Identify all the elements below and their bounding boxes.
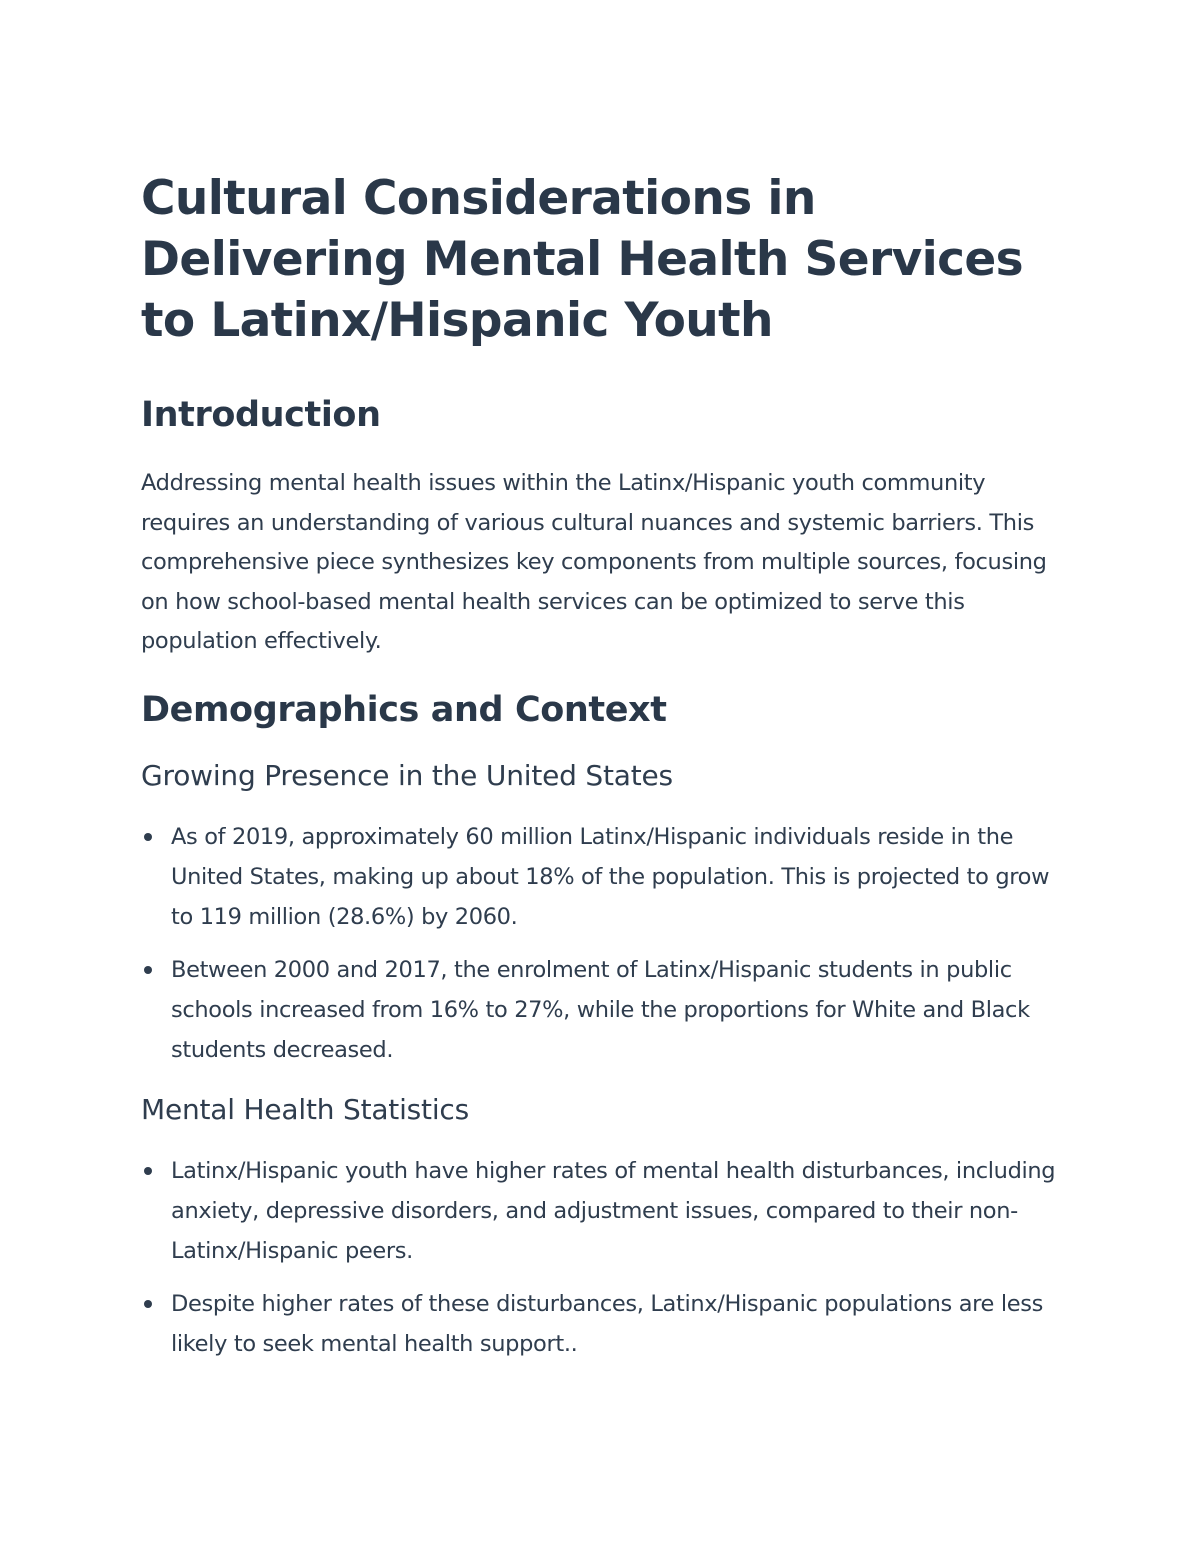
list-item-text: Latinx/Hispanic youth have higher rates of mental health disturbances, including anxiety, depressive disorders, and adjustment issues, compared to their non-Latinx/Hispanic peers. [171, 1157, 1056, 1264]
section-heading-introduction: Introduction [141, 395, 381, 435]
list-item-text: Despite higher rates of these disturbances, Latinx/Hispanic populations are less likely to seek mental health support.. [171, 1290, 1043, 1357]
bullet-icon [144, 966, 152, 974]
list-item [141, 950, 1076, 1070]
section-heading-demographics: Demographics and Context [141, 689, 667, 730]
bullet-icon [144, 833, 152, 841]
list-item-text: As of 2019, approximately 60 million Latinx/Hispanic individuals reside in the United States, making up about 18% of the population. This is projected to grow to 119 million (28.6%) by 2060. [171, 823, 1050, 930]
list-item [141, 1284, 1076, 1364]
bullet-list-mental-health-statistics [141, 1151, 1076, 1364]
subsection-heading-mental-health-statistics: Mental Health Statistics [141, 1092, 469, 1126]
bullet-icon [144, 1300, 152, 1308]
document-title: Cultural Considerations in Delivering Mental Health Services to Latinx/Hispanic Youth [141, 171, 1024, 348]
bullet-icon [144, 1167, 152, 1175]
document-page [141, 168, 1076, 1364]
bullet-list-growing-presence [141, 817, 1076, 1070]
list-item [141, 817, 1076, 937]
introduction-paragraph: Addressing mental health issues within the Latinx/Hispanic youth community requires an understanding of various cultural nuances and systemic barriers. This comprehensive piece synthesizes key components from multiple sources, focusing on how school-based mental health services can be optimized to serve this population effectively. [141, 470, 1047, 654]
list-item-text: Between 2000 and 2017, the enrolment of Latinx/Hispanic students in public schools increased from 16% to 27%, while the proportions for White and Black students decreased. [171, 956, 1030, 1063]
subsection-heading-growing-presence: Growing Presence in the United States [141, 758, 673, 792]
list-item [141, 1151, 1076, 1271]
